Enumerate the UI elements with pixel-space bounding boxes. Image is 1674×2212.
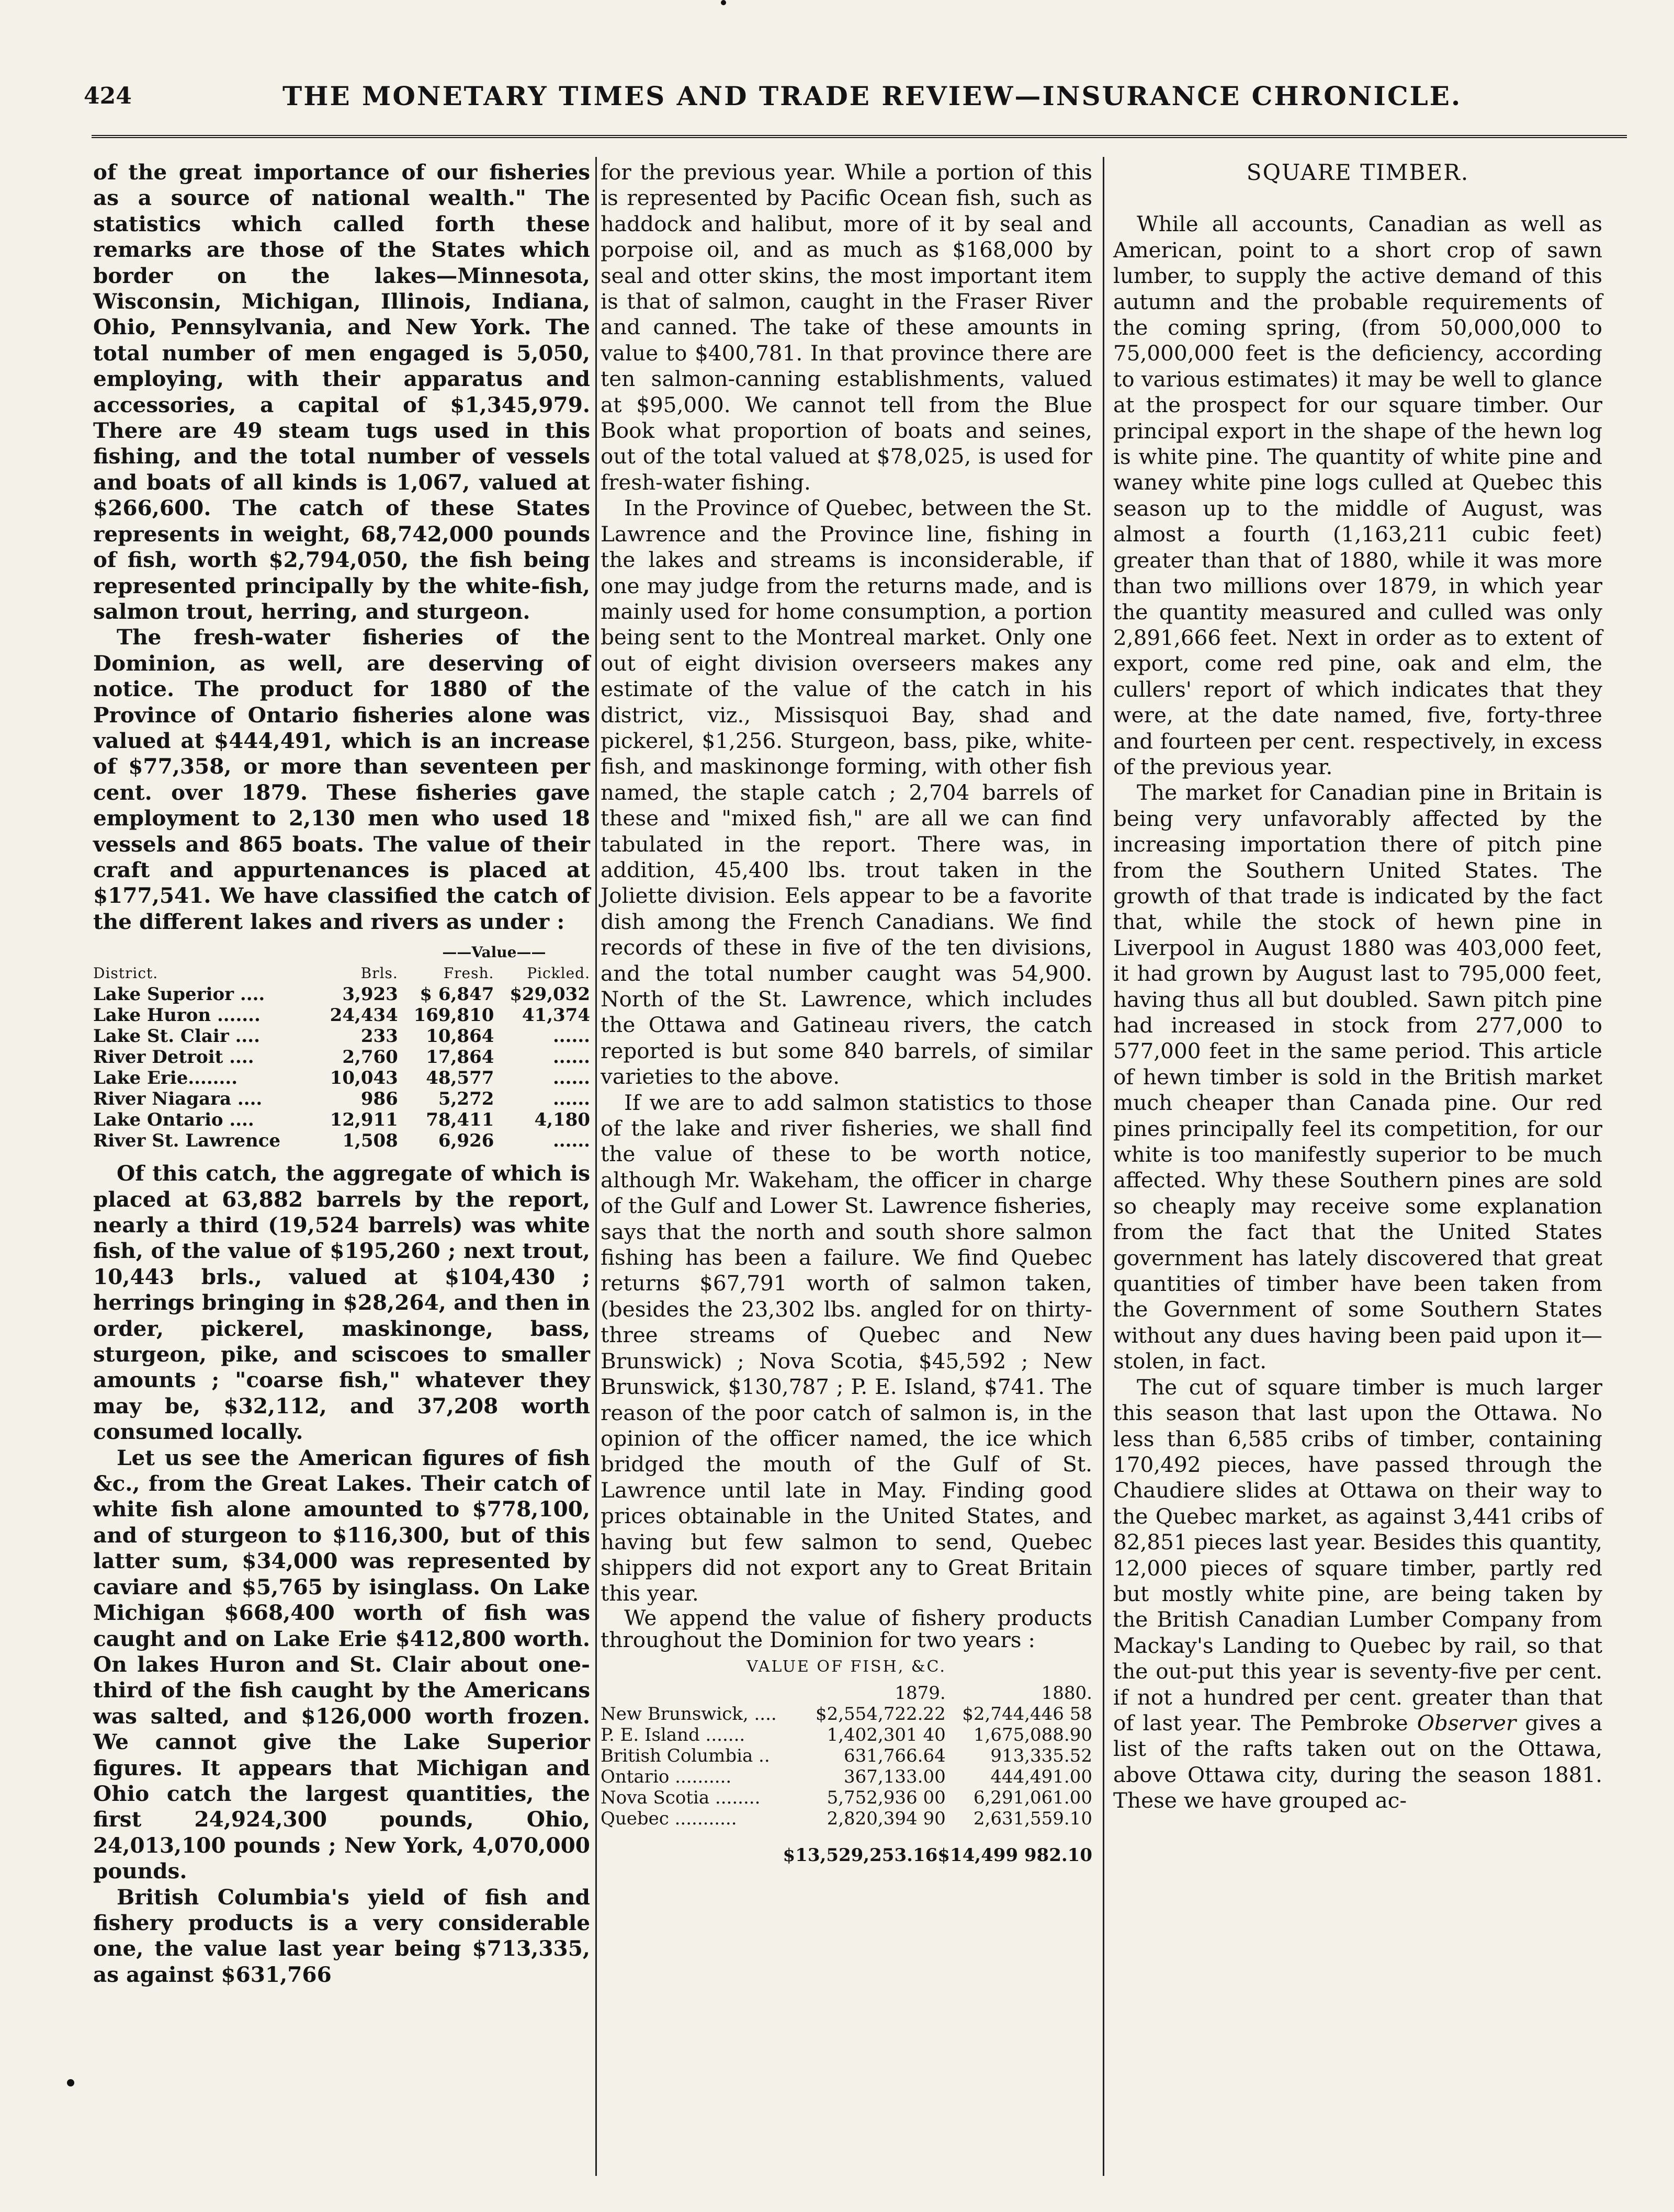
column-header: 1880. (1041, 1683, 1092, 1704)
page-number: 424 (84, 83, 132, 109)
table-row: Quebec ........... 2,820,394 90 2,631,559.10 (601, 1808, 1092, 1830)
paragraph: While all accounts, Canadian as well as American, point to a short crop of sawn lumber, to supply the active demand of this autumn and the probable requirements of the coming spring, (from 50,000,000 to 75,000,000 feet is the deficiency, according to various estimates) it may be well to glance at the prospect for our square timber. Our principal export in the shape of the hewn log is white pine. The quantity of white pine and waney white pine logs culled at Quebec this season up to the middle of August, was almost a fourth (1,163,211 cubic feet) greater than that of 1880, while it was more than two millions over 1879, in which year the quantity measured and culled was only 2,891,666 feet. Next in order as to extent of export, come red pine, oak and elm, the cullers' report of which indicates that they were, at the date named, five, forty-three and fourteen per cent. respectively, in excess of the previous year. (1113, 211, 1602, 779)
table-row: Nova Scotia ........ 5,752,936 00 6,291,061.00 (601, 1787, 1092, 1809)
table-row: Lake Erie........ 10,043 48,577 ...... (93, 1068, 590, 1089)
fish-value-table (601, 1683, 1092, 1866)
table-row: River St. Lawrence 1,508 6,926 ...... (93, 1130, 590, 1152)
column-header: Brls. (360, 965, 398, 982)
paragraph: The market for Canadian pine in Britain is being very unfavorably affected by the increasing importation there of pitch pine from the Southern United States. The growth of that trade is indicated by the fact that, while the stock of hewn pine in Liverpool in August 1880 was 403,000 feet, it had grown by August last to 795,000 feet, having thus all but doubled. Sawn pitch pine had increased in stock from 277,000 to 577,000 feet in the same period. This article of hewn timber is sold in the British market much cheaper than Canada pine. Our red pines principally feel its competition, for our white is too manifestly superior to be much affected. Why these Southern pines are sold so cheaply may receive some explanation from the fact that the United States government has lately discovered that great quantities of timber have been taken from the Government of some Southern States without any dues having been paid upon it—stolen, in fact. (1113, 780, 1602, 1374)
lake-catch-table (93, 942, 590, 1151)
column-header: Pickled. (527, 965, 590, 982)
table-row: British Columbia .. 631,766.64 913,335.52 (601, 1745, 1092, 1767)
paragraph: British Columbia's yield of fish and fishery products is a very considerable one, the value last year being $713,335, as against $631,766 (93, 1884, 590, 1987)
column-header: 1879. (895, 1683, 946, 1704)
paragraph: of the great importance of our fisheries as a source of national wealth." The statistics which called forth these remarks are those of the States which border on the lakes—Minnesota, Wisconsin, Michigan, Illinois, Indiana, Ohio, Pennsylvania, and New York. The total number of men engaged is 5,050, employing, with their apparatus and accessories, a capital of $1,345,979. There are 49 steam tugs used in this fishing, and the total number of vessels and boats of all kinds is 1,067, valued at $266,600. The catch of these States represents in weight, 68,742,000 pounds of fish, worth $2,794,050, the fish being represented principally by the white-fish, salmon trout, herring, and sturgeon. (93, 160, 590, 624)
paragraph: The fresh-water fisheries of the Dominion, as well, are deserving of notice. The product for 1880 of the Province of Ontario fisheries alone was valued at $444,491, which is an increase of $77,358, or more than seventeen per cent. over 1879. These fisheries gave employment to 2,130 men who used 18 vessels and 865 boats. The value of their craft and appurtenances is placed at $177,541. We have classified the catch of the different lakes and rivers as under : (93, 625, 590, 934)
column-divider (595, 157, 597, 2176)
paragraph: If we are to add salmon statistics to those of the lake and river fisheries, we shall find the value of these to be worth notice, although Mr. Wakeham, the officer in charge of the Gulf and Lower St. Lawrence fisheries, says that the north and south shore salmon fishing has been a failure. We find Quebec returns $67,791 worth of salmon taken, (besides the 23,302 lbs. angled for on thirty-three streams of Quebec and New Brunswick) ; Nova Scotia, $45,592 ; New Brunswick, $130,787 ; P. E. Island, $741. The reason of the poor catch of salmon is, in the opinion of the officer named, the ice which bridged the mouth of the Gulf of St. Lawrence until late in May. Finding good prices obtainable in the United States, and having but few salmon to send, Quebec shippers did not export any to Great Britain this year. (601, 1090, 1092, 1606)
value-header: ——Value—— (442, 944, 546, 961)
table-row: Lake Superior .... 3,923 $ 6,847 $29,032 (93, 984, 590, 1005)
column-header: Fresh. (443, 965, 494, 982)
page-title: THE MONETARY TIMES AND TRADE REVIEW—INSURANCE CHRONICLE. (282, 81, 1462, 111)
header-rule (92, 135, 1627, 138)
table-row: Lake Huron ....... 24,434 169,810 41,374 (93, 1005, 590, 1026)
column-1 (93, 160, 590, 1988)
column-2 (601, 160, 1092, 1866)
ink-speck (721, 0, 726, 5)
page-header (84, 77, 1601, 119)
paragraph: Of this catch, the aggregate of which is placed at 63,882 barrels by the report, nearly a third (19,524 barrels) was white fish, of the value of $195,260 ; next trout, 10,443 brls., valued at $104,430 ; herrings bringing in $28,264, and then in order, pickerel, maskinonge, bass, sturgeon, pike, and sciscoes to smaller amounts ; "coarse fish," whatever they may be, $32,112, and 37,208 worth consumed locally. (93, 1161, 590, 1445)
paragraph: In the Province of Quebec, between the St. Lawrence and the Province line, fishing in the lakes and streams is inconsiderable, if one may judge from the returns made, and is mainly used for home consumption, a portion being sent to the Montreal market. Only one out of eight division overseers makes any estimate of the value of the catch in his district, viz., Missisquoi Bay, shad and pickerel, $1,256. Sturgeon, bass, pike, white-fish, and maskinonge forming, with other fish named, the staple catch ; 2,704 barrels of these and "mixed fish," are all we can find tabulated in the report. There was, in addition, 45,400 lbs. trout taken in the Joliette division. Eels appear to be a favorite dish among the French Canadians. We find records of these in five of the ten divisions, and the total number caught was 54,900. North of the St. Lawrence, which includes the Ottawa and Gatineau rivers, the catch reported is but some 840 barrels, of similar varieties to the above. (601, 495, 1092, 1090)
newspaper-name: Observer (1417, 1710, 1517, 1735)
paragraph: for the previous year. While a portion of this is represented by Pacific Ocean fish, such as haddock and halibut, more of it by seal and porpoise oil, and as much as $168,000 by seal and otter skins, the most important item is that of salmon, caught in the Fraser River and canned. The take of these amounts in value to $400,781. In that province there are ten salmon-canning establishments, valued at $95,000. We cannot tell from the Blue Book what proportion of boats and seines, out of the total valued at $78,025, is used for fresh-water fishing. (601, 160, 1092, 495)
table-row: River Niagara .... 986 5,272 ...... (93, 1088, 590, 1110)
table-row: Ontario .......... 367,133.00 444,491.00 (601, 1766, 1092, 1788)
column-header: District. (93, 965, 159, 982)
section-heading: SQUARE TIMBER. (1246, 160, 1469, 185)
paragraph: Let us see the American figures of fish &c., from the Great Lakes. Their catch of white fish alone amounted to $778,100, and of sturgeon to $116,300, but of this latter sum, $34,000 was represented by caviare and $5,765 by isinglass. On Lake Michigan $668,400 worth of fish was caught and on Lake Erie $412,800 worth. On lakes Huron and St. Clair about one-third of the fish caught by the Americans was salted, and $126,000 worth frozen. We cannot give the Lake Superior figures. It appears that Michigan and Ohio catch the largest quantities, the first 24,924,300 pounds, Ohio, 24,013,100 pounds ; New York, 4,070,000 pounds. (93, 1445, 590, 1884)
table-row: River Detroit .... 2,760 17,864 ...... (93, 1047, 590, 1068)
ink-speck (67, 2079, 74, 2086)
table-row: Lake Ontario .... 12,911 78,411 4,180 (93, 1109, 590, 1131)
column-3 (1113, 160, 1602, 1814)
table-total-row: $13,529,253.16$14,499 982.10 (783, 1845, 1092, 1866)
column-divider (1103, 157, 1104, 2176)
table-row: P. E. Island ....... 1,402,301 40 1,675,088.90 (601, 1725, 1092, 1746)
paragraph: The cut of square timber is much larger this season that last upon the Ottawa. No less than 6,585 cribs of timber, containing 170,492 pieces, have passed through the Chaudiere slides at Ottawa on their way to the Quebec market, as against 3,441 cribs of 82,851 pieces last year. Besides this quantity, 12,000 pieces of square timber, partly red but mostly white pine, are being taken by the British Canadian Lumber Company from Mackay's Landing to Quebec by rail, so that the out-put this year is seventy-five per cent. if not a hundred per cent. greater than that of last year. The Pembroke Observer gives a list of the rafts taken out on the Ottawa, above Ottawa city, during the season 1881. These we have grouped ac- (1113, 1374, 1602, 1813)
table-row: New Brunswick, .... $2,554,722.22 $2,744,446 58 (601, 1704, 1092, 1725)
table-caption: VALUE OF FISH, &C. (746, 1657, 946, 1676)
paragraph: We append the value of fishery products throughout the Dominion for two years : (601, 1605, 1092, 1652)
table-row: Lake St. Clair .... 233 10,864 ...... (93, 1026, 590, 1047)
